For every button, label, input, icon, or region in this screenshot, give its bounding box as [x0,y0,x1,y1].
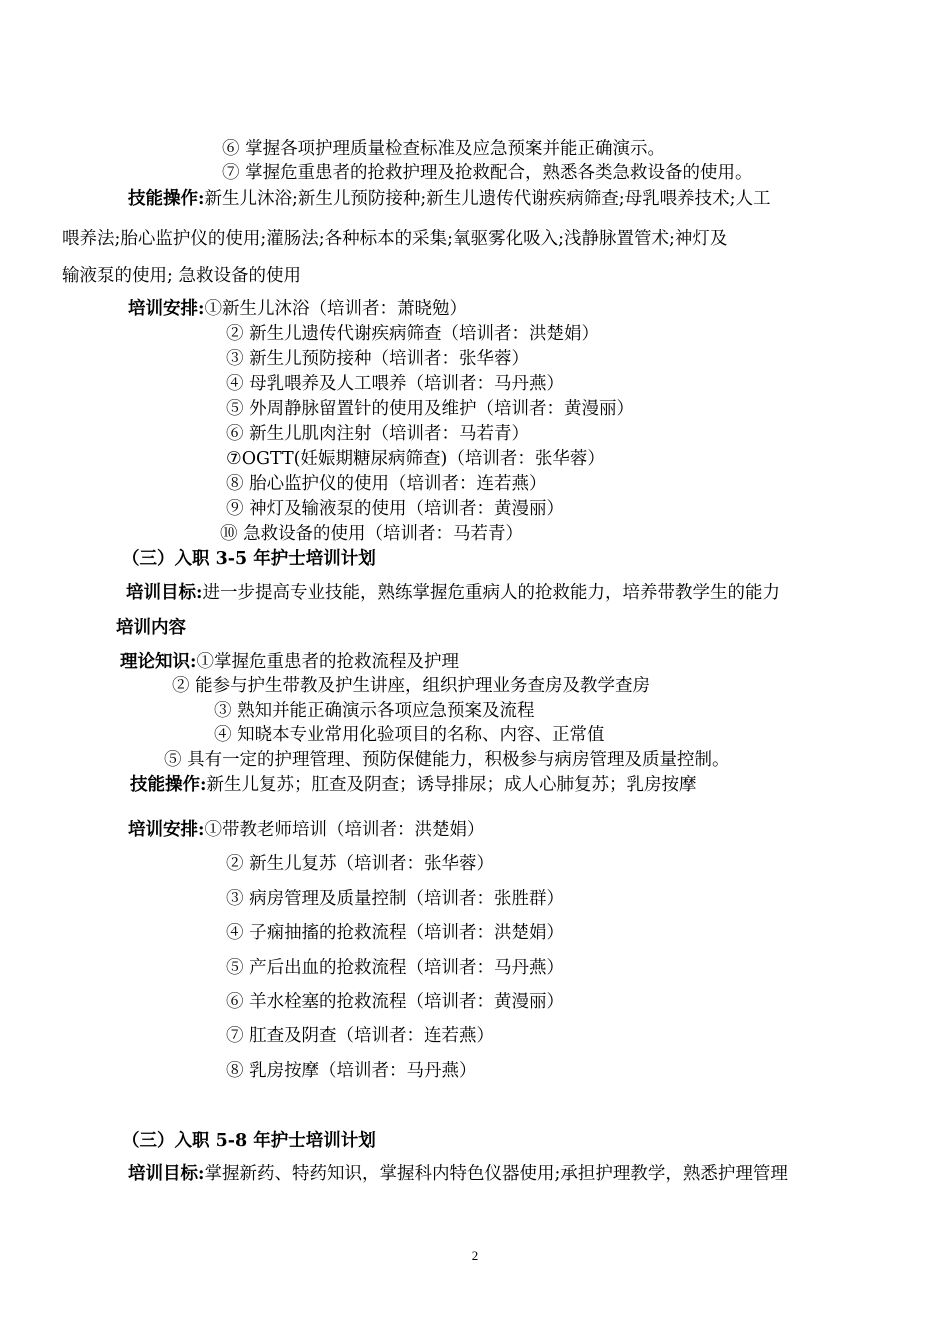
list-item: ⑥ 新生儿肌肉注射（培训者：马若青） [226,424,530,444]
page-number: 2 [471,1248,479,1263]
theory-label: 理论知识: [120,652,197,672]
list-item: ⑦OGTT(妊娠期糖尿病筛查)（培训者：张华蓉） [226,449,605,469]
goal-paragraph [126,582,780,604]
goal-label: 培训目标: [128,1164,205,1184]
list-item: ② 新生儿遗传代谢疾病筛查（培训者：洪楚娟） [226,324,600,344]
list-item: ⑤ 具有一定的护理管理、预防保健能力，积极参与病房管理及质量控制。 [164,750,730,770]
list-item: ⑤ 产后出血的抢救流程（培训者：马丹燕） [226,958,565,978]
training-row [128,819,484,841]
training-row [128,298,467,320]
list-item: ④ 子痫抽搐的抢救流程（培训者：洪楚娟） [226,923,565,943]
list-item: ④ 母乳喂养及人工喂养（培训者：马丹燕） [226,374,565,394]
list-item: ③ 新生儿预防接种（培训者：张华蓉） [226,349,530,369]
goal-text: 进一步提高专业技能，熟练掌握危重病人的抢救能力，培养带教学生的能力 [202,583,780,603]
list-item: ⑥ 掌握各项护理质量检查标准及应急预案并能正确演示。 [222,139,666,159]
list-item: ⑨ 神灯及输液泵的使用（培训者：黄漫丽） [226,499,565,519]
goal-paragraph [128,1163,788,1185]
section-heading: （三）入职 5-8 年护士培训计划 [122,1131,376,1151]
theory-row [120,651,459,673]
training-label: 培训安排: [128,820,205,840]
skills-paragraph [128,188,771,210]
list-item: ①带教老师培训（培训者：洪楚娟） [204,820,485,840]
list-item: ⑧ 胎心监护仪的使用（培训者：连若燕） [226,474,547,494]
skills-text-line: 喂养法;胎心监护仪的使用;灌肠法;各种标本的采集;氧驱雾化吸入;浅静脉置管术;神灯及 [62,229,728,249]
list-item: ①新生儿沐浴（培训者：萧晓勉） [204,299,467,319]
list-item: ①掌握危重患者的抢救流程及护理 [196,652,459,672]
list-item: ③ 熟知并能正确演示各项应急预案及流程 [214,701,535,721]
list-item: ③ 病房管理及质量控制（培训者：张胜群） [226,889,565,909]
list-item: ⑥ 羊水栓塞的抢救流程（培训者：黄漫丽） [226,992,565,1012]
list-item: ② 新生儿复苏（培训者：张华蓉） [226,854,495,874]
skills-label: 技能操作: [128,189,205,209]
list-item: ⑩ 急救设备的使用（培训者：马若青） [220,524,524,544]
content-heading: 培训内容 [116,618,186,638]
list-item: ⑤ 外周静脉留置针的使用及维护（培训者：黄漫丽） [226,399,635,419]
goal-text: 掌握新药、特药知识，掌握科内特色仪器使用;承担护理教学，熟悉护理管理 [204,1164,788,1184]
training-label: 培训安排: [128,299,205,319]
skills-label: 技能操作: [130,775,207,795]
list-item: ⑧ 乳房按摩（培训者：马丹燕） [226,1061,477,1081]
section-heading: （三）入职 3-5 年护士培训计划 [122,549,376,569]
list-item: ② 能参与护生带教及护生讲座，组织护理业务查房及教学查房 [172,676,651,696]
skills-text: 新生儿沐浴;新生儿预防接种;新生儿遗传代谢疾病筛查;母乳喂养技术;人工 [204,189,771,209]
skills-text-line: 输液泵的使用; 急救设备的使用 [62,266,301,286]
goal-label: 培训目标: [126,583,203,603]
list-item: ⑦ 掌握危重患者的抢救护理及抢救配合，熟悉各类急救设备的使用。 [222,163,753,183]
list-item: ④ 知晓本专业常用化验项目的名称、内容、正常值 [214,725,605,745]
skills-text: 新生儿复苏；肛查及阴查；诱导排尿；成人心肺复苏；乳房按摩 [206,775,697,795]
skills-paragraph [130,774,696,796]
list-item: ⑦ 肛查及阴查（培训者：连若燕） [226,1026,495,1046]
